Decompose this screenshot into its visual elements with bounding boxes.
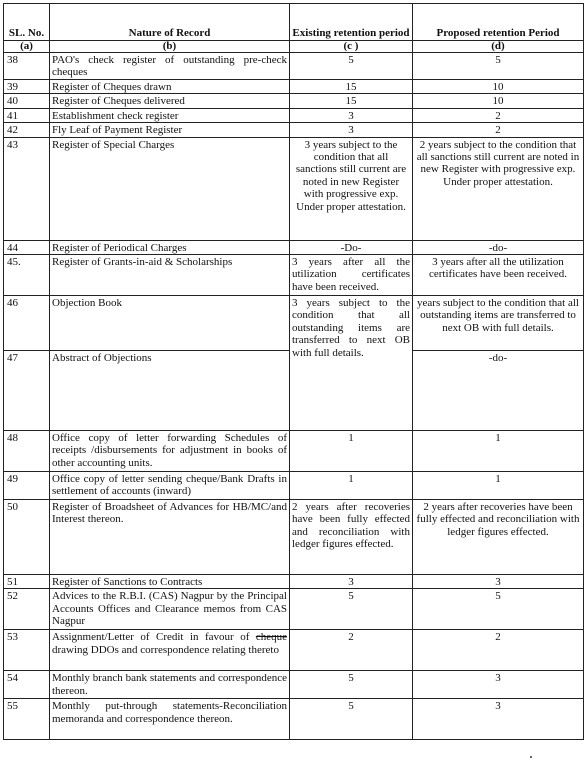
table-row [4, 500, 584, 575]
row-existing: 3 years subject to the condition that all outstanding items are transferred to next OB with full details. [290, 296, 413, 431]
row-sl-no: 39 [4, 80, 50, 94]
table-row [4, 296, 584, 351]
row-nature-text: drawing DDOs and correspondence relating thereto [52, 643, 279, 656]
row-nature: Register of Periodical Charges [50, 240, 290, 254]
row-nature: Advices to the R.B.I. (CAS) Nagpur by the Principal Accounts Offices and Clearance memos from CAS Nagpur [50, 589, 290, 630]
row-sl-no: 45. [4, 255, 50, 296]
column-letter-a: (a) [4, 41, 50, 53]
row-sl-no: 47 [4, 351, 50, 431]
table-row [4, 589, 584, 630]
row-proposed: 5 [413, 53, 584, 80]
row-sl-no: 53 [4, 630, 50, 671]
row-proposed: 2 years subject to the condition that all sanctions still current are noted in new Register with progressive exp. Under proper attestation. [413, 137, 584, 240]
row-existing: 1 [290, 472, 413, 500]
row-proposed: 3 [413, 575, 584, 589]
row-proposed: 3 [413, 671, 584, 699]
row-nature: Abstract of Objections [50, 351, 290, 431]
header-sl-no: SL. No. [4, 4, 50, 41]
row-existing: 15 [290, 80, 413, 94]
table-row [4, 671, 584, 699]
table-row [4, 255, 584, 296]
row-nature: Register of Broadsheet of Advances for HB/MC/and Interest thereon. [50, 500, 290, 575]
row-nature: Objection Book [50, 296, 290, 351]
row-nature [50, 630, 290, 671]
table-row [4, 472, 584, 500]
table-row [4, 699, 584, 740]
header-proposed-retention: Proposed retention Period [413, 4, 584, 41]
table-row [4, 94, 584, 108]
table-row [4, 575, 584, 589]
row-proposed: 2 [413, 108, 584, 122]
row-nature: Register of Grants-in-aid & Scholarships [50, 255, 290, 296]
row-sl-no: 51 [4, 575, 50, 589]
row-sl-no: 55 [4, 699, 50, 740]
column-letter-c: (c ) [290, 41, 413, 53]
row-nature-text: Assignment/Letter of Credit in favour of [52, 631, 256, 644]
row-nature: Register of Sanctions to Contracts [50, 575, 290, 589]
table-row [4, 123, 584, 137]
table-row [4, 108, 584, 122]
table-row [4, 80, 584, 94]
row-sl-no: 46 [4, 296, 50, 351]
column-letter-b: (b) [50, 41, 290, 53]
row-existing: -Do- [290, 240, 413, 254]
table-row [4, 53, 584, 80]
row-existing: 5 [290, 699, 413, 740]
row-existing: 5 [290, 589, 413, 630]
row-sl-no: 38 [4, 53, 50, 80]
row-nature: Monthly put-through statements-Reconciliation memoranda and correspondence thereon. [50, 699, 290, 740]
row-proposed: years subject to the condition that all outstanding items are transferred to next OB with full details. [413, 296, 584, 351]
row-sl-no: 48 [4, 431, 50, 472]
row-nature: Register of Cheques drawn [50, 80, 290, 94]
column-letter-d: (d) [413, 41, 584, 53]
header-row [4, 4, 584, 41]
retention-table [3, 3, 584, 740]
table-row [4, 431, 584, 472]
retention-schedule-page [3, 3, 583, 740]
row-sl-no: 54 [4, 671, 50, 699]
row-proposed: 1 [413, 431, 584, 472]
header-existing-retention: Existing retention period [290, 4, 413, 41]
row-proposed: 2 years after recoveries have been fully effected and reconciliation with ledger figures effected. [413, 500, 584, 575]
row-existing: 15 [290, 94, 413, 108]
row-sl-no: 52 [4, 589, 50, 630]
row-proposed: 10 [413, 80, 584, 94]
row-existing: 2 [290, 630, 413, 671]
row-sl-no: 42 [4, 123, 50, 137]
row-existing: 3 [290, 123, 413, 137]
row-sl-no: 49 [4, 472, 50, 500]
row-nature: Office copy of letter forwarding Schedules of receipts /disbursements for adjustment in books of other accounting units. [50, 431, 290, 472]
struck-word: cheque [255, 631, 287, 644]
row-sl-no: 43 [4, 137, 50, 240]
table-row [4, 630, 584, 671]
row-nature: Register of Cheques delivered [50, 94, 290, 108]
header-nature-of-record: Nature of Record [50, 4, 290, 41]
row-existing: 3 [290, 108, 413, 122]
row-proposed: 3 [413, 699, 584, 740]
row-nature: Fly Leaf of Payment Register [50, 123, 290, 137]
row-proposed: -do- [413, 351, 584, 431]
row-proposed: 2 [413, 630, 584, 671]
row-sl-no: 40 [4, 94, 50, 108]
row-proposed: 1 [413, 472, 584, 500]
row-proposed: -do- [413, 240, 584, 254]
table-row [4, 240, 584, 254]
row-proposed: 10 [413, 94, 584, 108]
row-nature: Establishment check register [50, 108, 290, 122]
row-sl-no: 50 [4, 500, 50, 575]
row-existing: 3 years subject to the condition that all sanctions still current are noted in new Register with progressive exp. Under proper attestation. [290, 137, 413, 240]
scan-speck [530, 756, 532, 758]
row-sl-no: 44 [4, 240, 50, 254]
row-proposed: 2 [413, 123, 584, 137]
row-sl-no: 41 [4, 108, 50, 122]
row-existing: 2 years after recoveries have been fully effected and reconciliation with ledger figures effected. [290, 500, 413, 575]
table-row [4, 137, 584, 240]
row-existing: 3 years after all the utilization certificates have been received. [290, 255, 413, 296]
row-existing: 5 [290, 53, 413, 80]
row-proposed: 5 [413, 589, 584, 630]
row-existing: 5 [290, 671, 413, 699]
row-existing: 3 [290, 575, 413, 589]
row-proposed: 3 years after all the utilization certificates have been received. [413, 255, 584, 296]
row-nature: Monthly branch bank statements and correspondence thereon. [50, 671, 290, 699]
row-nature: Register of Special Charges [50, 137, 290, 240]
row-existing: 1 [290, 431, 413, 472]
row-nature: Office copy of letter sending cheque/Bank Drafts in settlement of accounts (inward) [50, 472, 290, 500]
row-nature: PAO's check register of outstanding pre-check cheques [50, 53, 290, 80]
column-letter-row [4, 41, 584, 53]
